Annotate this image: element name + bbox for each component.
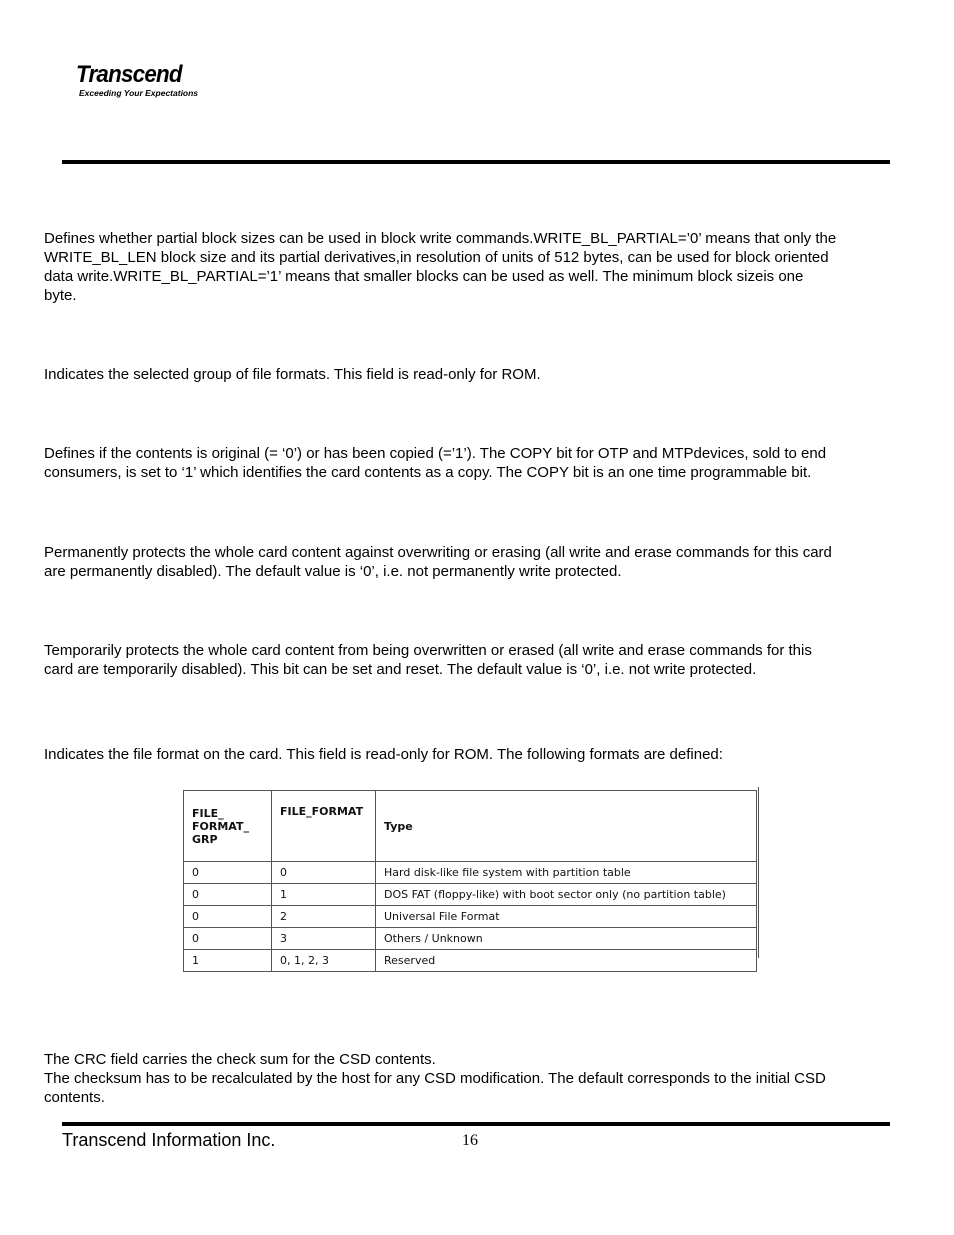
page-number: 16 <box>462 1132 478 1149</box>
cell-type: Others / Unknown <box>376 928 757 950</box>
footer-rule <box>62 1122 890 1126</box>
cell-grp: 1 <box>184 950 272 972</box>
brand-tagline: Exceeding Your Expectations <box>79 88 199 98</box>
cell-grp: 0 <box>184 884 272 906</box>
cell-type: Universal File Format <box>376 906 757 928</box>
table-edge-line <box>758 787 759 958</box>
cell-type: Hard disk-like file system with partition table <box>376 862 757 884</box>
para-crc: The CRC field carries the check sum for the CSD contents. The checksum has to be recalculated by the host for any CSD modification. The default corresponds to the initial CSD contents. <box>44 1051 826 1106</box>
para-perm-write-protect: Permanently protects the whole card content against overwriting or erasing (all write and erase commands for this card are permanently disabled). The default value is ‘0’, i.e. not permanently write protected. <box>44 544 832 580</box>
table-row <box>184 950 757 972</box>
cell-format: 2 <box>272 906 376 928</box>
table-row <box>184 884 757 906</box>
brand-logo <box>76 62 198 98</box>
para-write-bl-partial: Defines whether partial block sizes can be used in block write commands.WRITE_BL_PARTIAL=’0’ means that only the WRITE_BL_LEN block size and its partial derivatives,in resolution of units of 512 bytes, can be used for block oriented data write.WRITE_BL_PARTIAL=’1’ means that smaller blocks can be used as well. The minimum block sizeis one byte. <box>44 230 837 304</box>
para-tmp-write-protect: Temporarily protects the whole card content from being overwritten or erased (all write and erase commands for this card are temporarily disabled). This bit can be set and reset. The default value is ‘0’, i.e. not write protected. <box>44 642 812 678</box>
cell-grp: 0 <box>184 906 272 928</box>
cell-format: 0, 1, 2, 3 <box>272 950 376 972</box>
cell-grp: 0 <box>184 862 272 884</box>
cell-format: 0 <box>272 862 376 884</box>
cell-grp: 0 <box>184 928 272 950</box>
brand-name: Transcend <box>76 61 182 88</box>
para-file-format: Indicates the file format on the card. This field is read-only for ROM. The following formats are defined: <box>44 746 723 763</box>
header-file-format: FILE_FORMAT <box>272 791 376 862</box>
cell-type: DOS FAT (floppy-like) with boot sector only (no partition table) <box>376 884 757 906</box>
table-header-row <box>184 791 757 862</box>
table-row <box>184 906 757 928</box>
cell-format: 1 <box>272 884 376 906</box>
cell-type: Reserved <box>376 950 757 972</box>
cell-format: 3 <box>272 928 376 950</box>
file-format-table <box>183 790 757 972</box>
table-row <box>184 928 757 950</box>
header-file-format-grp: FILE_ FORMAT_ GRP <box>184 791 272 862</box>
table-row <box>184 862 757 884</box>
footer-company: Transcend Information Inc. <box>62 1130 276 1150</box>
header-rule <box>62 160 890 164</box>
para-file-format-grp: Indicates the selected group of file formats. This field is read-only for ROM. <box>44 366 541 383</box>
header-type: Type <box>376 791 757 862</box>
para-copy: Defines if the contents is original (= ‘0’) or has been copied (=’1’). The COPY bit for OTP and MTPdevices, sold to end consumers, is set to ‘1’ which identifies the card contents as a copy. The COPY bit is an one time programmable bit. <box>44 445 827 481</box>
